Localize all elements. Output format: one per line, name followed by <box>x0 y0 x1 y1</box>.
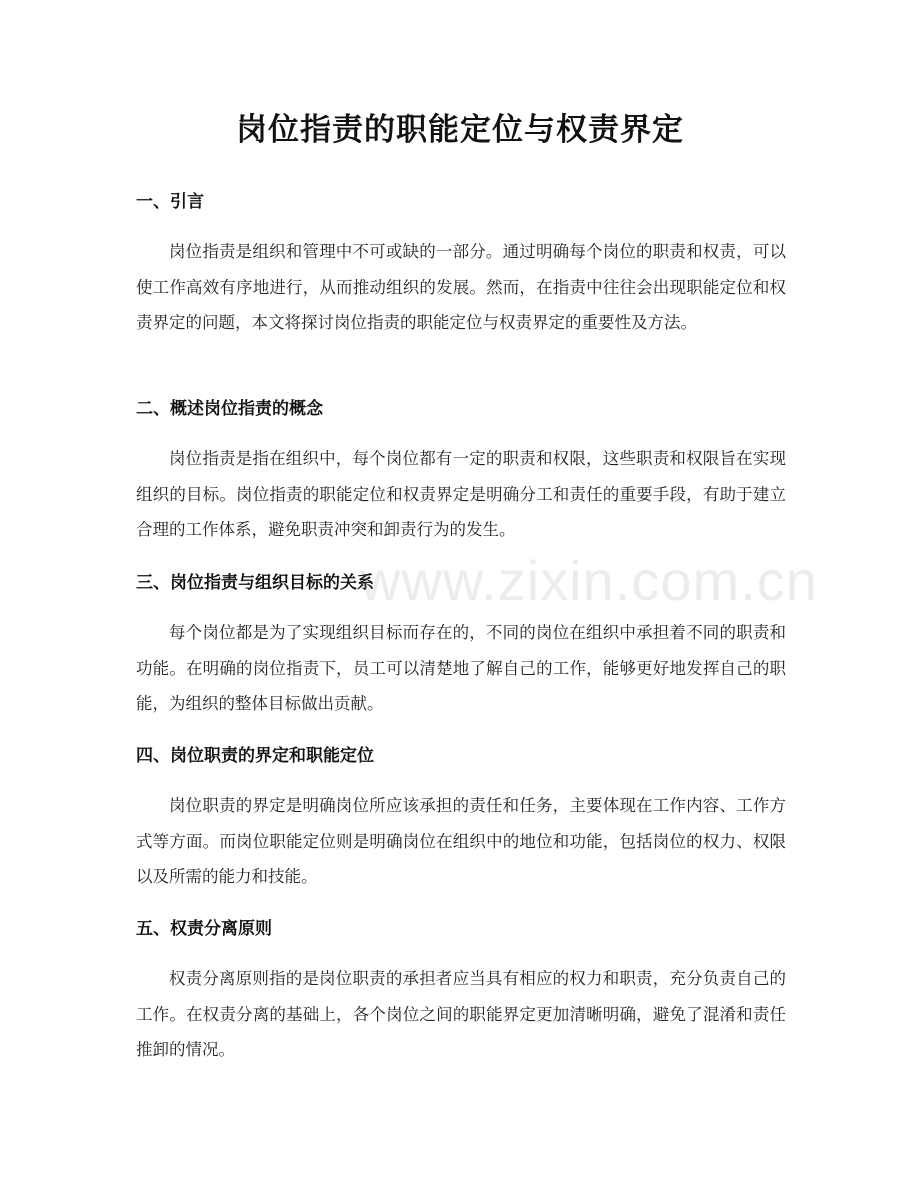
section-heading: 五、权责分离原则 <box>136 919 272 939</box>
section-paragraph: 岗位职责的界定是明确岗位所应该承担的责任和任务，主要体现在工作内容、工作方式等方面。而岗位职能定位则是明确岗位在组织中的地位和功能，包括岗位的权力、权限以及所需的能力和技能。 <box>136 796 786 886</box>
section-concept <box>136 397 786 548</box>
section-paragraph: 岗位指责是指在组织中，每个岗位都有一定的职责和权限，这些职责和权限旨在实现组织的目标。岗位指责的职能定位和权责界定是明确分工和责任的重要手段，有助于建立合理的工作体系，避免职责冲突和卸责行为的发生。 <box>136 449 786 539</box>
section-heading: 四、岗位职责的界定和职能定位 <box>136 746 374 766</box>
section-paragraph: 权责分离原则指的是岗位职责的承担者应当具有相应的权力和职责，充分负责自己的工作。在权责分离的基础上，各个岗位之间的职能界定更加清晰明确，避免了混淆和责任推卸的情况。 <box>136 969 786 1059</box>
section-organization-goals <box>136 571 786 722</box>
section-paragraph: 岗位指责是组织和管理中不可或缺的一部分。通过明确每个岗位的职责和权责，可以使工作高效有序地进行，从而推动组织的发展。然而，在指责中往往会出现职能定位和权责界定的问题，本文将探讨岗位指责的职能定位与权责界定的重要性及方法。 <box>136 242 786 332</box>
section-introduction <box>136 190 786 341</box>
page-title: 岗位指责的职能定位与权责界定 <box>236 112 684 148</box>
section-heading: 二、概述岗位指责的概念 <box>136 399 323 419</box>
section-heading: 一、引言 <box>136 192 204 212</box>
watermark: www.zixin.com.cn <box>360 549 818 612</box>
section-heading: 三、岗位指责与组织目标的关系 <box>136 573 374 593</box>
section-paragraph: 每个岗位都是为了实现组织目标而存在的，不同的岗位在组织中承担着不同的职责和功能。在明确的岗位指责下，员工可以清楚地了解自己的工作，能够更好地发挥自己的职能，为组织的整体目标做出贡献。 <box>136 623 786 713</box>
section-separation-principle <box>136 917 786 1068</box>
section-definition-positioning <box>136 744 786 895</box>
